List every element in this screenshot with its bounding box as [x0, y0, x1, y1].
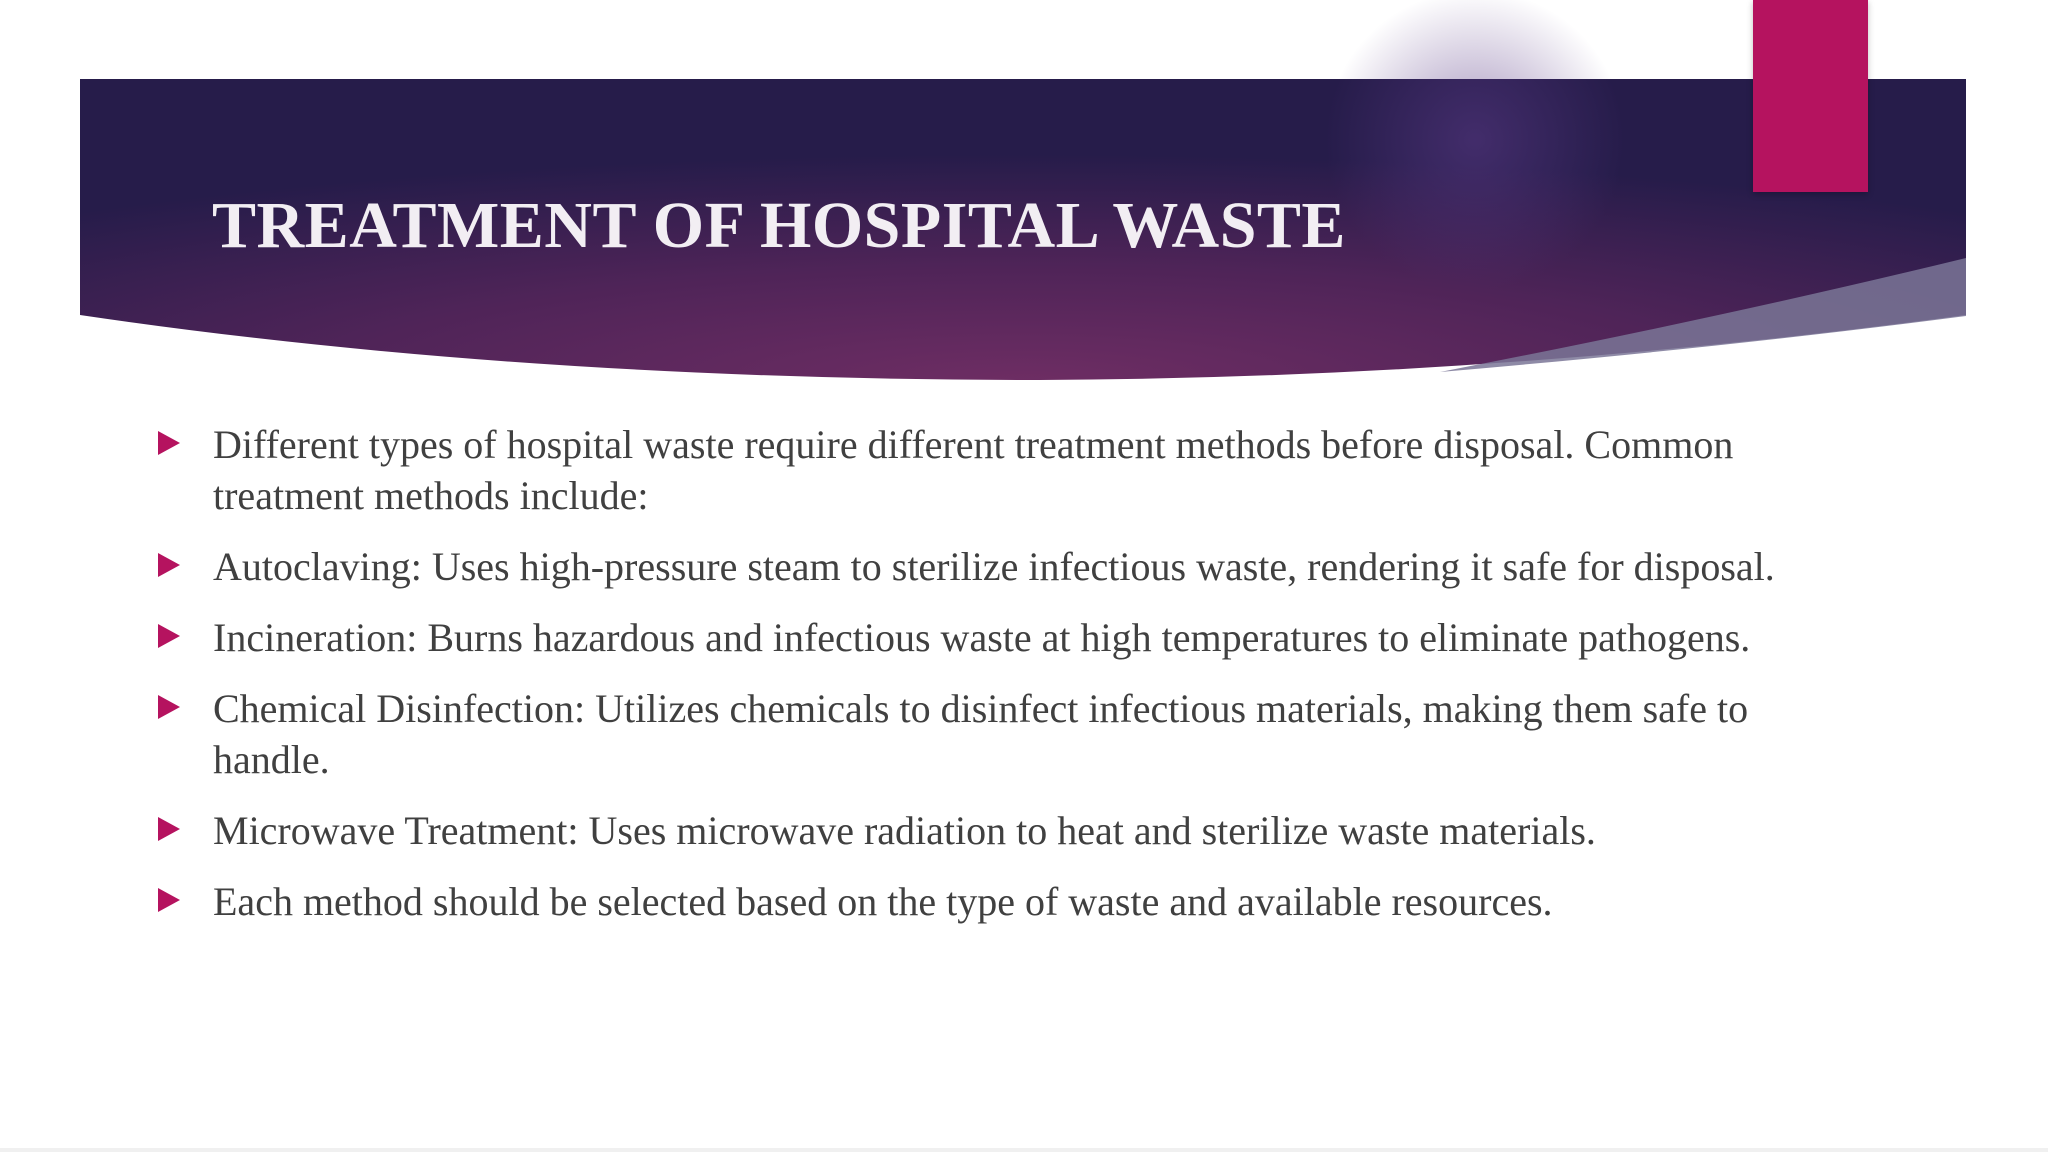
bullet-text: Each method should be selected based on the type of waste and available resources.	[213, 879, 1553, 924]
slide-title: TREATMENT OF HOSPITAL WASTE	[212, 189, 1346, 262]
bullet-text: Chemical Disinfection: Utilizes chemicals to disinfect infectious materials, making them safe to handle.	[213, 686, 1749, 782]
triangle-right-icon	[158, 624, 180, 648]
bottom-divider	[0, 1148, 2048, 1152]
triangle-right-icon	[158, 695, 180, 719]
bullet-text: Incineration: Burns hazardous and infectious waste at high temperatures to eliminate pathogens.	[213, 615, 1751, 660]
bullet-item	[155, 876, 1855, 927]
bullet-item	[155, 612, 1855, 663]
bullet-item	[155, 419, 1855, 521]
bullet-item	[155, 805, 1855, 856]
triangle-right-icon	[158, 431, 180, 455]
bullet-text: Microwave Treatment: Uses microwave radiation to heat and sterilize waste materials.	[213, 808, 1596, 853]
bullet-text: Autoclaving: Uses high-pressure steam to sterilize infectious waste, rendering it safe for disposal.	[213, 544, 1775, 589]
triangle-right-icon	[158, 817, 180, 841]
accent-tab	[1753, 0, 1868, 192]
bullet-list	[155, 419, 1855, 947]
bullet-item	[155, 541, 1855, 592]
bullet-text: Different types of hospital waste require different treatment methods before disposal. Common treatment methods include:	[213, 422, 1734, 518]
bullet-item	[155, 683, 1855, 785]
triangle-right-icon	[158, 553, 180, 577]
triangle-right-icon	[158, 888, 180, 912]
